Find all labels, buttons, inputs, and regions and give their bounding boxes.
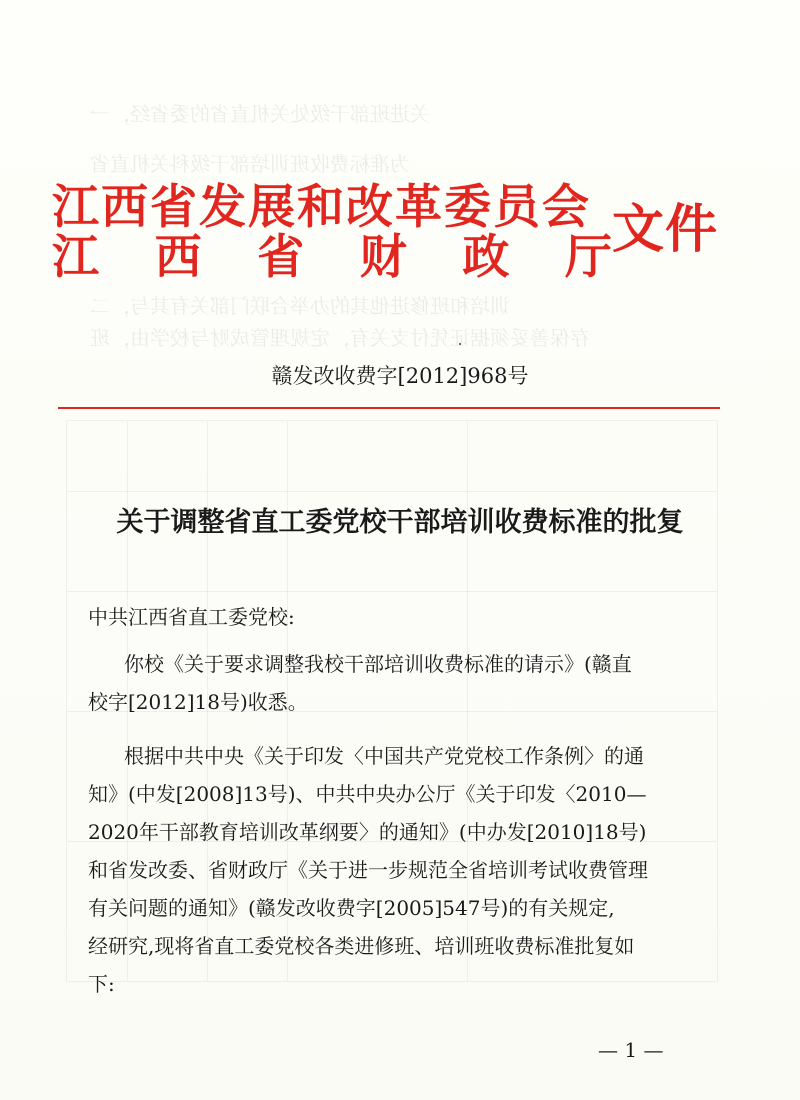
bleed-through-text: 存保善妥须据证凭付支关有，定规理管成财与校学由，班 bbox=[90, 326, 590, 350]
issuer-line-2-char: 财 bbox=[359, 230, 407, 285]
addressee: 中共江西省直工委党校: bbox=[88, 605, 295, 629]
paragraph-line: 2020年干部教育培训改革纲要〉的通知》(中办发[2010]18号) bbox=[88, 820, 647, 844]
paragraph-line: 和省发改委、省财政厅《关于进一步规范全省培训考试收费管理 bbox=[88, 858, 648, 882]
paragraph-line: 经研究,现将省直工委党校各类进修班、培训班收费标准批复如 bbox=[88, 934, 635, 958]
document-header bbox=[52, 182, 732, 292]
issuer-line-2-char: 江 bbox=[52, 230, 99, 285]
document-title: 关于调整省直工委党校干部培训收费标准的批复 bbox=[116, 507, 684, 538]
issuer-line-2-char: 厅 bbox=[564, 230, 612, 285]
paragraph-line: 知》(中发[2008]13号)、中共中央办公厅《关于印发〈2010— bbox=[88, 782, 647, 806]
stray-dot bbox=[459, 343, 461, 345]
document-number: 赣发改收费字[2012]968号 bbox=[271, 364, 529, 388]
red-divider-line bbox=[58, 407, 720, 409]
issuer-line-2-char: 政 bbox=[462, 230, 510, 285]
paragraph-line: 你校《关于要求调整我校干部培训收费标准的请示》(赣直 bbox=[124, 652, 632, 676]
paragraph-2 bbox=[88, 737, 728, 1003]
paragraph-line: 有关问题的通知》(赣发改收费字[2005]547号)的有关规定, bbox=[88, 896, 615, 920]
issuer-line-2-char: 西 bbox=[154, 230, 202, 285]
issuer-line-2-char: 省 bbox=[257, 230, 305, 285]
paragraph-line: 根据中共中央《关于印发〈中国共产党党校工作条例〉的通 bbox=[124, 744, 644, 768]
paragraph-line: 下: bbox=[88, 972, 115, 996]
issuer-line-2 bbox=[52, 232, 612, 284]
document-type-label: 文件 bbox=[612, 199, 719, 260]
bleed-through-text: 为准标费收班训培部干级科关机直省 bbox=[90, 152, 410, 176]
issuer-line-1: 江西省发展和改革委员会 bbox=[52, 180, 591, 235]
paragraph-1 bbox=[88, 645, 728, 721]
paragraph-line: 校字[2012]18号)收悉。 bbox=[88, 690, 308, 714]
bleed-through-text: 关进班部干级处关机直省的委省经，一 bbox=[90, 102, 430, 126]
page-number: — 1 — bbox=[598, 1038, 664, 1062]
bleed-through-text: 训培和班修进他其的办举合联门部关有其与，二 bbox=[90, 294, 510, 318]
